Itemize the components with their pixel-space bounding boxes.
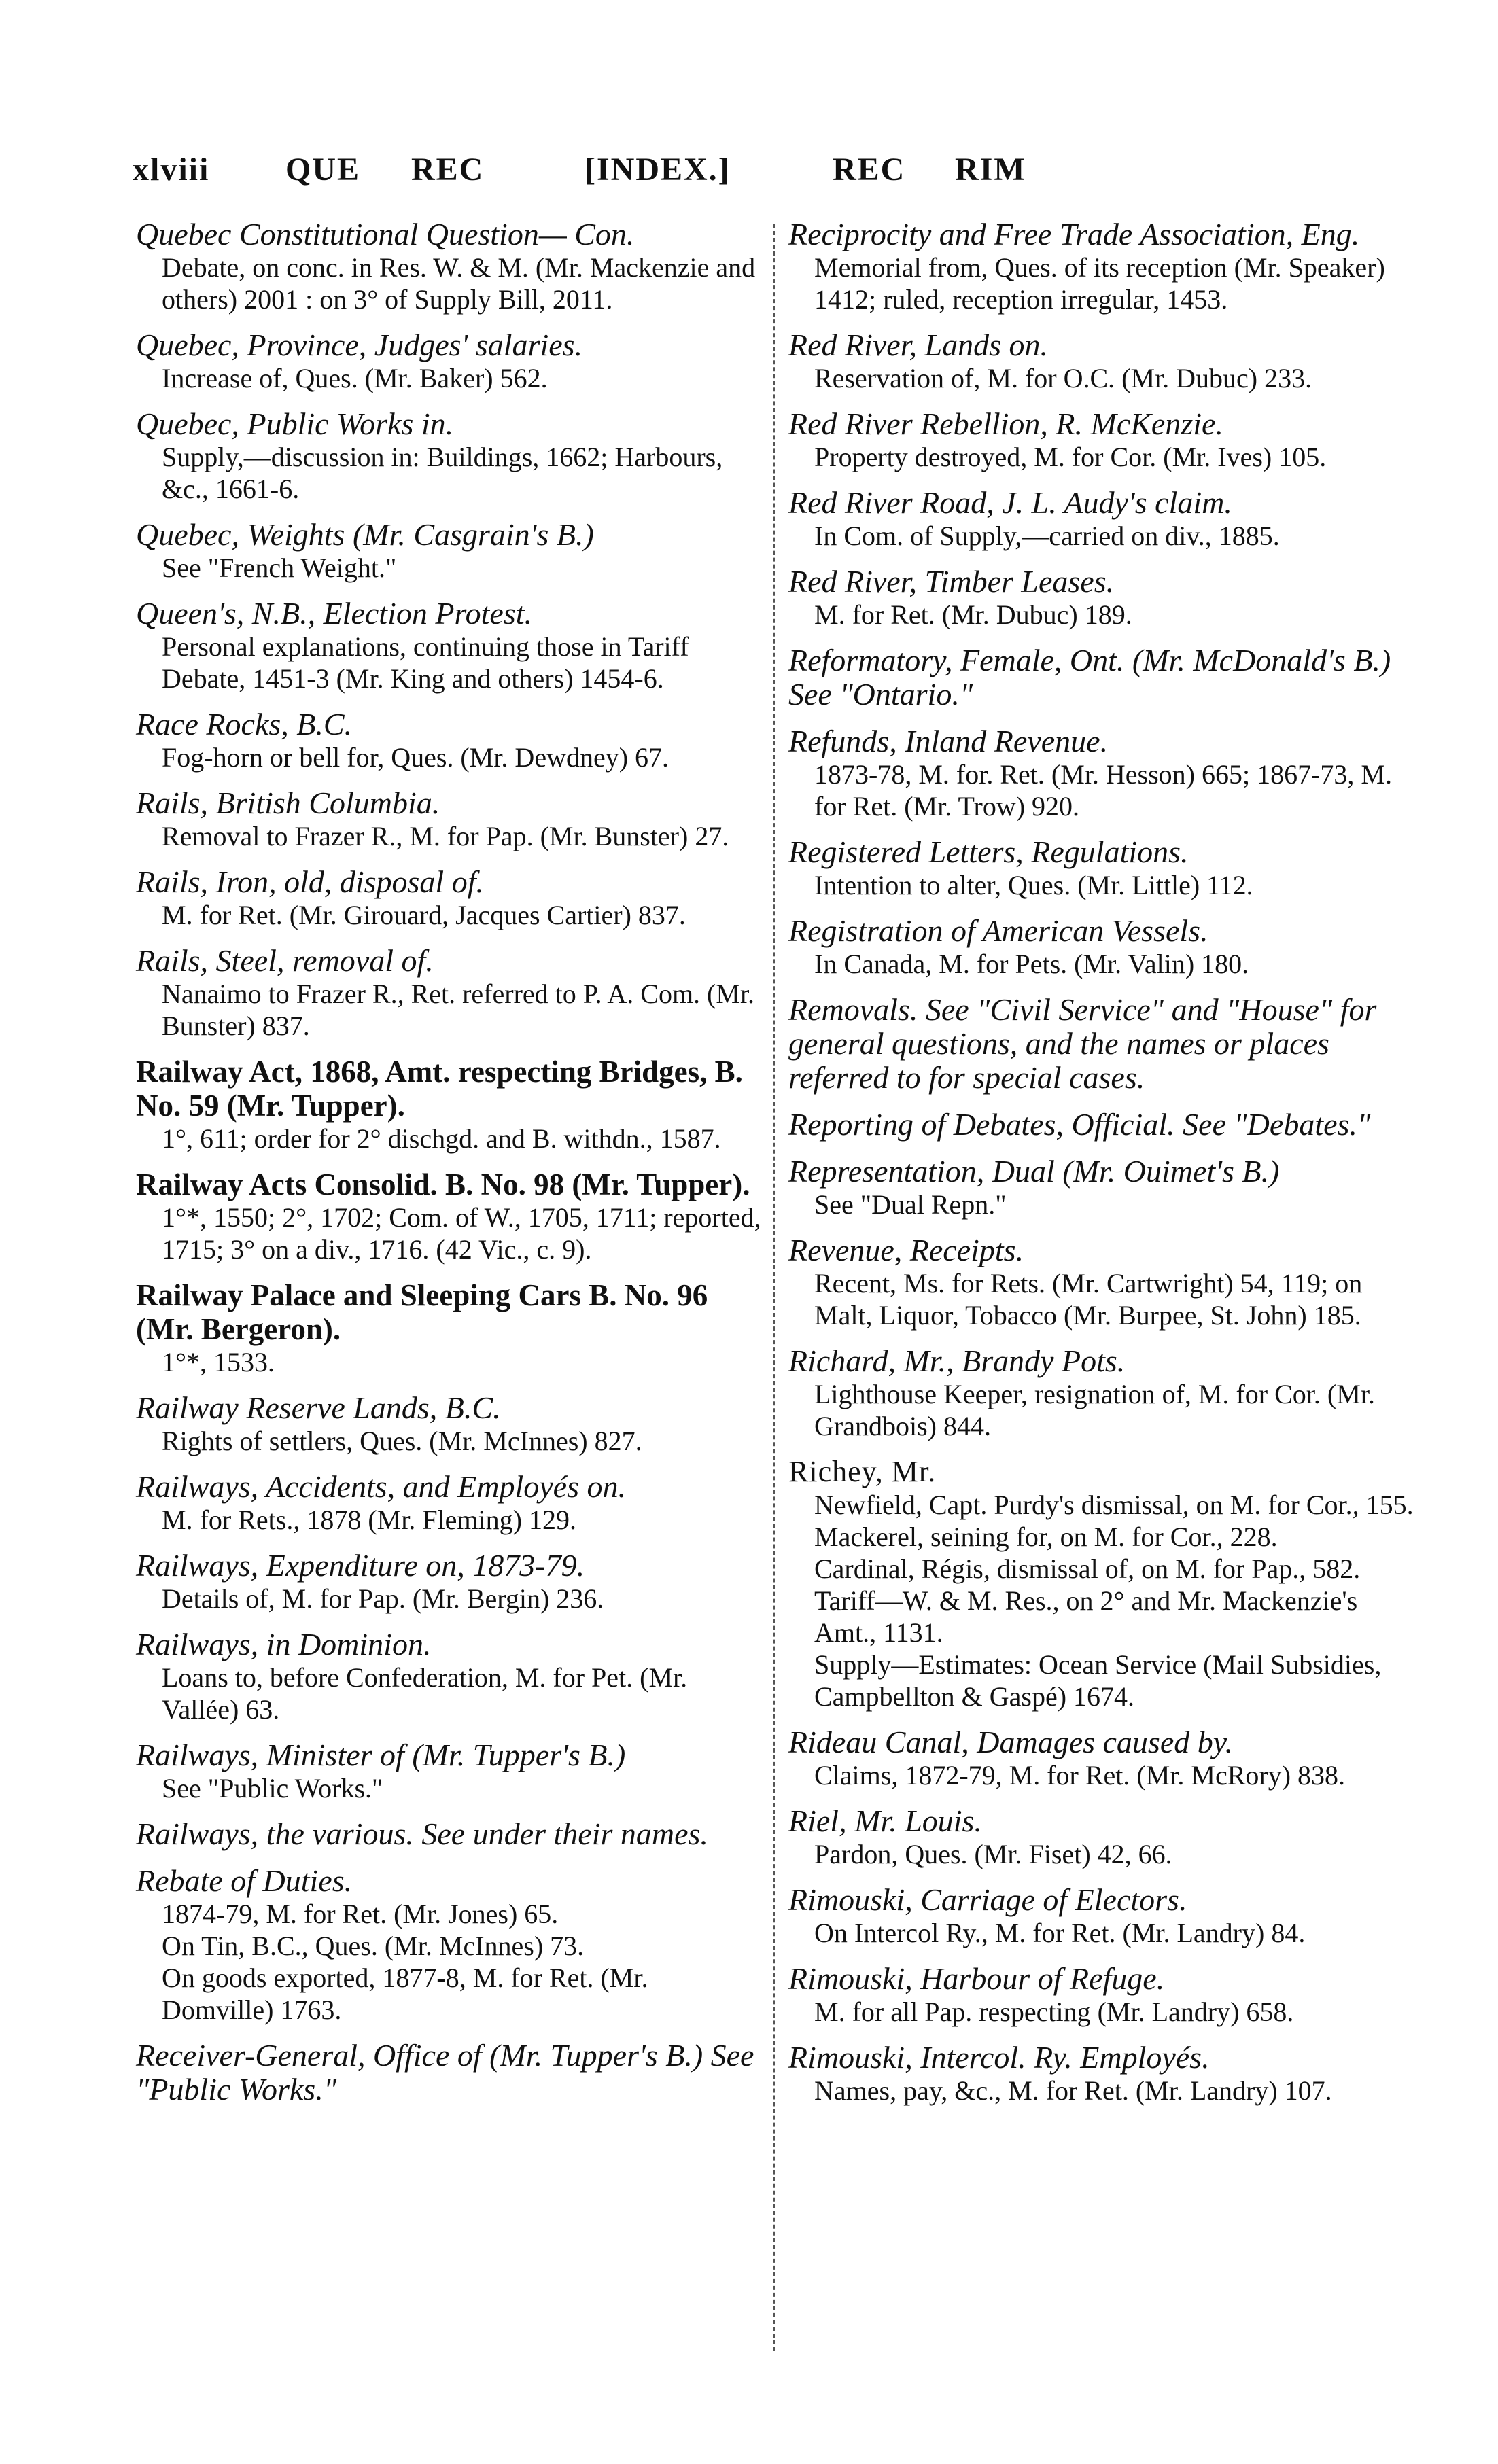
entry-reference: In Com. of Supply,—carried on div., 1885.	[814, 521, 1280, 551]
entry-reference: Intention to alter, Ques. (Mr. Little) 112.	[814, 870, 1253, 900]
entry-heading: Quebec, Public Works in.	[136, 406, 454, 441]
running-head-section: [INDEX.]	[585, 152, 731, 188]
index-entry	[136, 1470, 761, 1536]
entry-reference: 1°*, 1550; 2°, 1702; Com. of W., 1705, 1711; reported, 1715; 3° on a div., 1716. (42 Vic., c. 9).	[162, 1202, 761, 1265]
index-entry	[788, 217, 1414, 315]
index-entry	[136, 1055, 761, 1155]
index-entry	[788, 914, 1414, 980]
page-number: xlviii	[133, 152, 210, 188]
entry-heading: Rimouski, Harbour of Refuge.	[788, 1961, 1165, 1996]
right-column	[788, 217, 1414, 2119]
entry-reference: 1873-78, M. for. Ret. (Mr. Hesson) 665; 1867-73, M. for Ret. (Mr. Trow) 920.	[814, 759, 1392, 822]
index-entry	[136, 1864, 761, 2026]
entry-heading: Railway Reserve Lands, B.C.	[136, 1390, 501, 1425]
entry-reference: Rights of settlers, Ques. (Mr. McInnes) 827.	[162, 1426, 642, 1456]
entry-reference: See "French Weight."	[162, 552, 397, 583]
column-divider	[773, 224, 775, 2351]
entry-reference: Removal to Frazer R., M. for Pap. (Mr. Bunster) 27.	[162, 821, 729, 851]
entry-heading: Railways, Minister of (Mr. Tupper's B.)	[136, 1738, 626, 1772]
index-entry	[788, 1155, 1414, 1220]
index-entry	[788, 2041, 1414, 2107]
index-entry	[788, 993, 1414, 1095]
entry-reference: Debate, on conc. in Res. W. & M. (Mr. Mackenzie and others) 2001 : on 3° of Supply Bill, 2011.	[162, 252, 756, 315]
entry-heading: Registered Letters, Regulations.	[788, 834, 1189, 869]
entry-heading: Red River, Timber Leases.	[788, 564, 1115, 599]
entry-reference: On Intercol Ry., M. for Ret. (Mr. Landry) 84.	[814, 1918, 1306, 1948]
entry-reference: Memorial from, Ques. of its reception (Mr. Speaker) 1412; ruled, reception irregular, 1453.	[814, 252, 1385, 315]
entry-reference: Names, pay, &c., M. for Ret. (Mr. Landry) 107.	[814, 2075, 1332, 2106]
index-entry	[788, 407, 1414, 473]
index-entry	[136, 1549, 761, 1615]
entry-heading: Rideau Canal, Damages caused by.	[788, 1725, 1234, 1759]
entry-reference: Fog-horn or bell for, Ques. (Mr. Dewdney) 67.	[162, 742, 669, 773]
index-entry	[788, 1344, 1414, 1442]
entry-heading: Red River, Lands on.	[788, 328, 1049, 362]
index-entry	[136, 707, 761, 773]
entry-heading: Railway Act, 1868, Amt. respecting Bridges, B. No. 59 (Mr. Tupper).	[136, 1055, 743, 1123]
entry-heading: Railways, the various. See under their names.	[136, 1816, 708, 1851]
index-entry	[136, 518, 761, 584]
index-entry	[136, 1627, 761, 1725]
index-entry	[788, 1804, 1414, 1870]
index-entry	[136, 597, 761, 694]
entry-reference: Loans to, before Confederation, M. for Pet. (Mr. Vallée) 63.	[162, 1662, 688, 1725]
index-entry	[136, 407, 761, 505]
index-entry	[788, 1883, 1414, 1949]
entry-reference: Lighthouse Keeper, resignation of, M. for Cor. (Mr. Grandbois) 844.	[814, 1379, 1375, 1441]
entry-heading: Rimouski, Carriage of Electors.	[788, 1882, 1187, 1917]
index-entry	[788, 486, 1414, 552]
entry-reference: M. for Ret. (Mr. Dubuc) 189.	[814, 599, 1132, 630]
entry-reference: Tariff—W. & M. Res., on 2° and Mr. Mackenzie's Amt., 1131.	[814, 1585, 1358, 1648]
entry-heading: Receiver-General, Office of (Mr. Tupper's B.) See "Public Works."	[136, 2038, 754, 2107]
entry-reference: 1°, 611; order for 2° dischgd. and B. withdn., 1587.	[162, 1123, 721, 1154]
index-entry	[136, 1167, 761, 1265]
entry-heading: Riel, Mr. Louis.	[788, 1803, 982, 1838]
entry-heading: Representation, Dual (Mr. Ouimet's B.)	[788, 1154, 1280, 1189]
index-entry	[788, 1233, 1414, 1331]
entry-reference: Personal explanations, continuing those in Tariff Debate, 1451-3 (Mr. King and others) 1454-6.	[162, 631, 689, 694]
index-entry	[136, 1817, 761, 1851]
entry-heading: Quebec, Weights (Mr. Casgrain's B.)	[136, 517, 594, 552]
left-column	[136, 217, 761, 2119]
index-entry	[788, 835, 1414, 901]
entry-reference: In Canada, M. for Pets. (Mr. Valin) 180.	[814, 949, 1249, 979]
entry-heading: Registration of American Vessels.	[788, 913, 1208, 948]
entry-heading: Railway Acts Consolid. B. No. 98 (Mr. Tupper).	[136, 1167, 750, 1201]
entry-reference: Supply,—discussion in: Buildings, 1662; Harbours, &c., 1661-6.	[162, 442, 723, 504]
entry-heading: Queen's, N.B., Election Protest.	[136, 596, 533, 631]
entry-heading: Revenue, Receipts.	[788, 1233, 1024, 1267]
entry-reference: 1874-79, M. for Ret. (Mr. Jones) 65.	[162, 1899, 559, 1929]
index-entry	[788, 1962, 1414, 2028]
entry-heading: Railways, Expenditure on, 1873-79.	[136, 1548, 585, 1583]
entry-heading: Rails, British Columbia.	[136, 786, 440, 820]
entry-reference: Details of, M. for Pap. (Mr. Bergin) 236.	[162, 1583, 604, 1614]
entry-reference: Supply—Estimates: Ocean Service (Mail Subsidies, Campbellton & Gaspé) 1674.	[814, 1649, 1382, 1712]
entry-heading: Red River Road, J. L. Audy's claim.	[788, 485, 1232, 520]
entry-heading: Railways, in Dominion.	[136, 1627, 432, 1661]
index-entry	[788, 1725, 1414, 1791]
entry-reference: M. for all Pap. respecting (Mr. Landry) 658.	[814, 1996, 1294, 2027]
index-entry	[788, 644, 1414, 711]
index-entry	[788, 1108, 1414, 1142]
entry-heading: Rimouski, Intercol. Ry. Employés.	[788, 2040, 1210, 2075]
entry-heading: Rebate of Duties.	[136, 1863, 353, 1898]
entry-heading: Reporting of Debates, Official. See "Debates."	[788, 1107, 1371, 1142]
entry-heading: Reformatory, Female, Ont. (Mr. McDonald's B.) See "Ontario."	[788, 643, 1391, 711]
entry-reference: See "Dual Repn."	[814, 1189, 1007, 1220]
entry-heading: Rails, Steel, removal of.	[136, 943, 434, 978]
entry-reference: Cardinal, Régis, dismissal of, on M. for Pap., 582.	[814, 1553, 1361, 1584]
entry-reference: Increase of, Ques. (Mr. Baker) 562.	[162, 363, 548, 393]
entry-heading: Railways, Accidents, and Employés on.	[136, 1469, 626, 1504]
entry-heading: Refunds, Inland Revenue.	[788, 724, 1109, 758]
running-head-from-2: REC	[411, 152, 485, 188]
entry-reference: M. for Rets., 1878 (Mr. Fleming) 129.	[162, 1504, 576, 1535]
running-head-from: QUE	[285, 152, 361, 188]
index-entry	[136, 865, 761, 931]
entry-heading: Quebec, Province, Judges' salaries.	[136, 328, 583, 362]
entry-heading: Richard, Mr., Brandy Pots.	[788, 1343, 1126, 1378]
index-entry	[136, 1738, 761, 1804]
entry-reference: M. for Ret. (Mr. Girouard, Jacques Cartier) 837.	[162, 900, 686, 930]
entry-reference: On goods exported, 1877-8, M. for Ret. (Mr. Domville) 1763.	[162, 1963, 648, 2025]
entry-reference: Claims, 1872-79, M. for Ret. (Mr. McRory) 838.	[814, 1760, 1346, 1791]
index-entry	[136, 1391, 761, 1457]
entry-reference: Property destroyed, M. for Cor. (Mr. Ives) 105.	[814, 442, 1327, 472]
index-entry	[136, 217, 761, 315]
index-entry	[136, 786, 761, 852]
entry-reference: Newfield, Capt. Purdy's dismissal, on M. for Cor., 155.	[814, 1490, 1414, 1520]
entry-heading: Railway Palace and Sleeping Cars B. No. 96 (Mr. Bergeron).	[136, 1278, 708, 1346]
entry-heading: Richey, Mr.	[788, 1455, 937, 1488]
entry-heading: Removals. See "Civil Service" and "House" for general questions, and the names or places referred to for special cases.	[788, 992, 1377, 1095]
index-entry	[136, 2039, 761, 2107]
index-entry	[788, 1455, 1414, 1712]
entry-reference: Reservation of, M. for O.C. (Mr. Dubuc) 233.	[814, 363, 1312, 393]
index-entry	[788, 565, 1414, 631]
index-entry	[136, 1278, 761, 1378]
entry-reference: Pardon, Ques. (Mr. Fiset) 42, 66.	[814, 1839, 1172, 1869]
entry-heading: Red River Rebellion, R. McKenzie.	[788, 406, 1223, 441]
entry-reference: Recent, Ms. for Rets. (Mr. Cartwright) 54, 119; on Malt, Liquor, Tobacco (Mr. Burpee, St. John) 185.	[814, 1268, 1363, 1331]
entry-heading: Race Rocks, B.C.	[136, 707, 353, 741]
entry-reference: Mackerel, seining for, on M. for Cor., 228.	[814, 1521, 1278, 1552]
entry-heading: Reciprocity and Free Trade Association, Eng.	[788, 217, 1360, 251]
index-entry	[136, 328, 761, 394]
index-entry	[788, 724, 1414, 822]
entry-heading: Quebec Constitutional Question— Con.	[136, 217, 635, 251]
entry-reference: On Tin, B.C., Ques. (Mr. McInnes) 73.	[162, 1931, 585, 1961]
index-entry	[788, 328, 1414, 394]
entry-heading: Rails, Iron, old, disposal of.	[136, 864, 484, 899]
entry-reference: 1°*, 1533.	[162, 1347, 275, 1377]
entry-reference: Nanaimo to Frazer R., Ret. referred to P. A. Com. (Mr. Bunster) 837.	[162, 979, 755, 1041]
index-entry	[136, 944, 761, 1042]
running-head-to: REC	[833, 152, 906, 188]
entry-reference: See "Public Works."	[162, 1773, 383, 1803]
running-head-to-2: RIM	[955, 152, 1026, 188]
